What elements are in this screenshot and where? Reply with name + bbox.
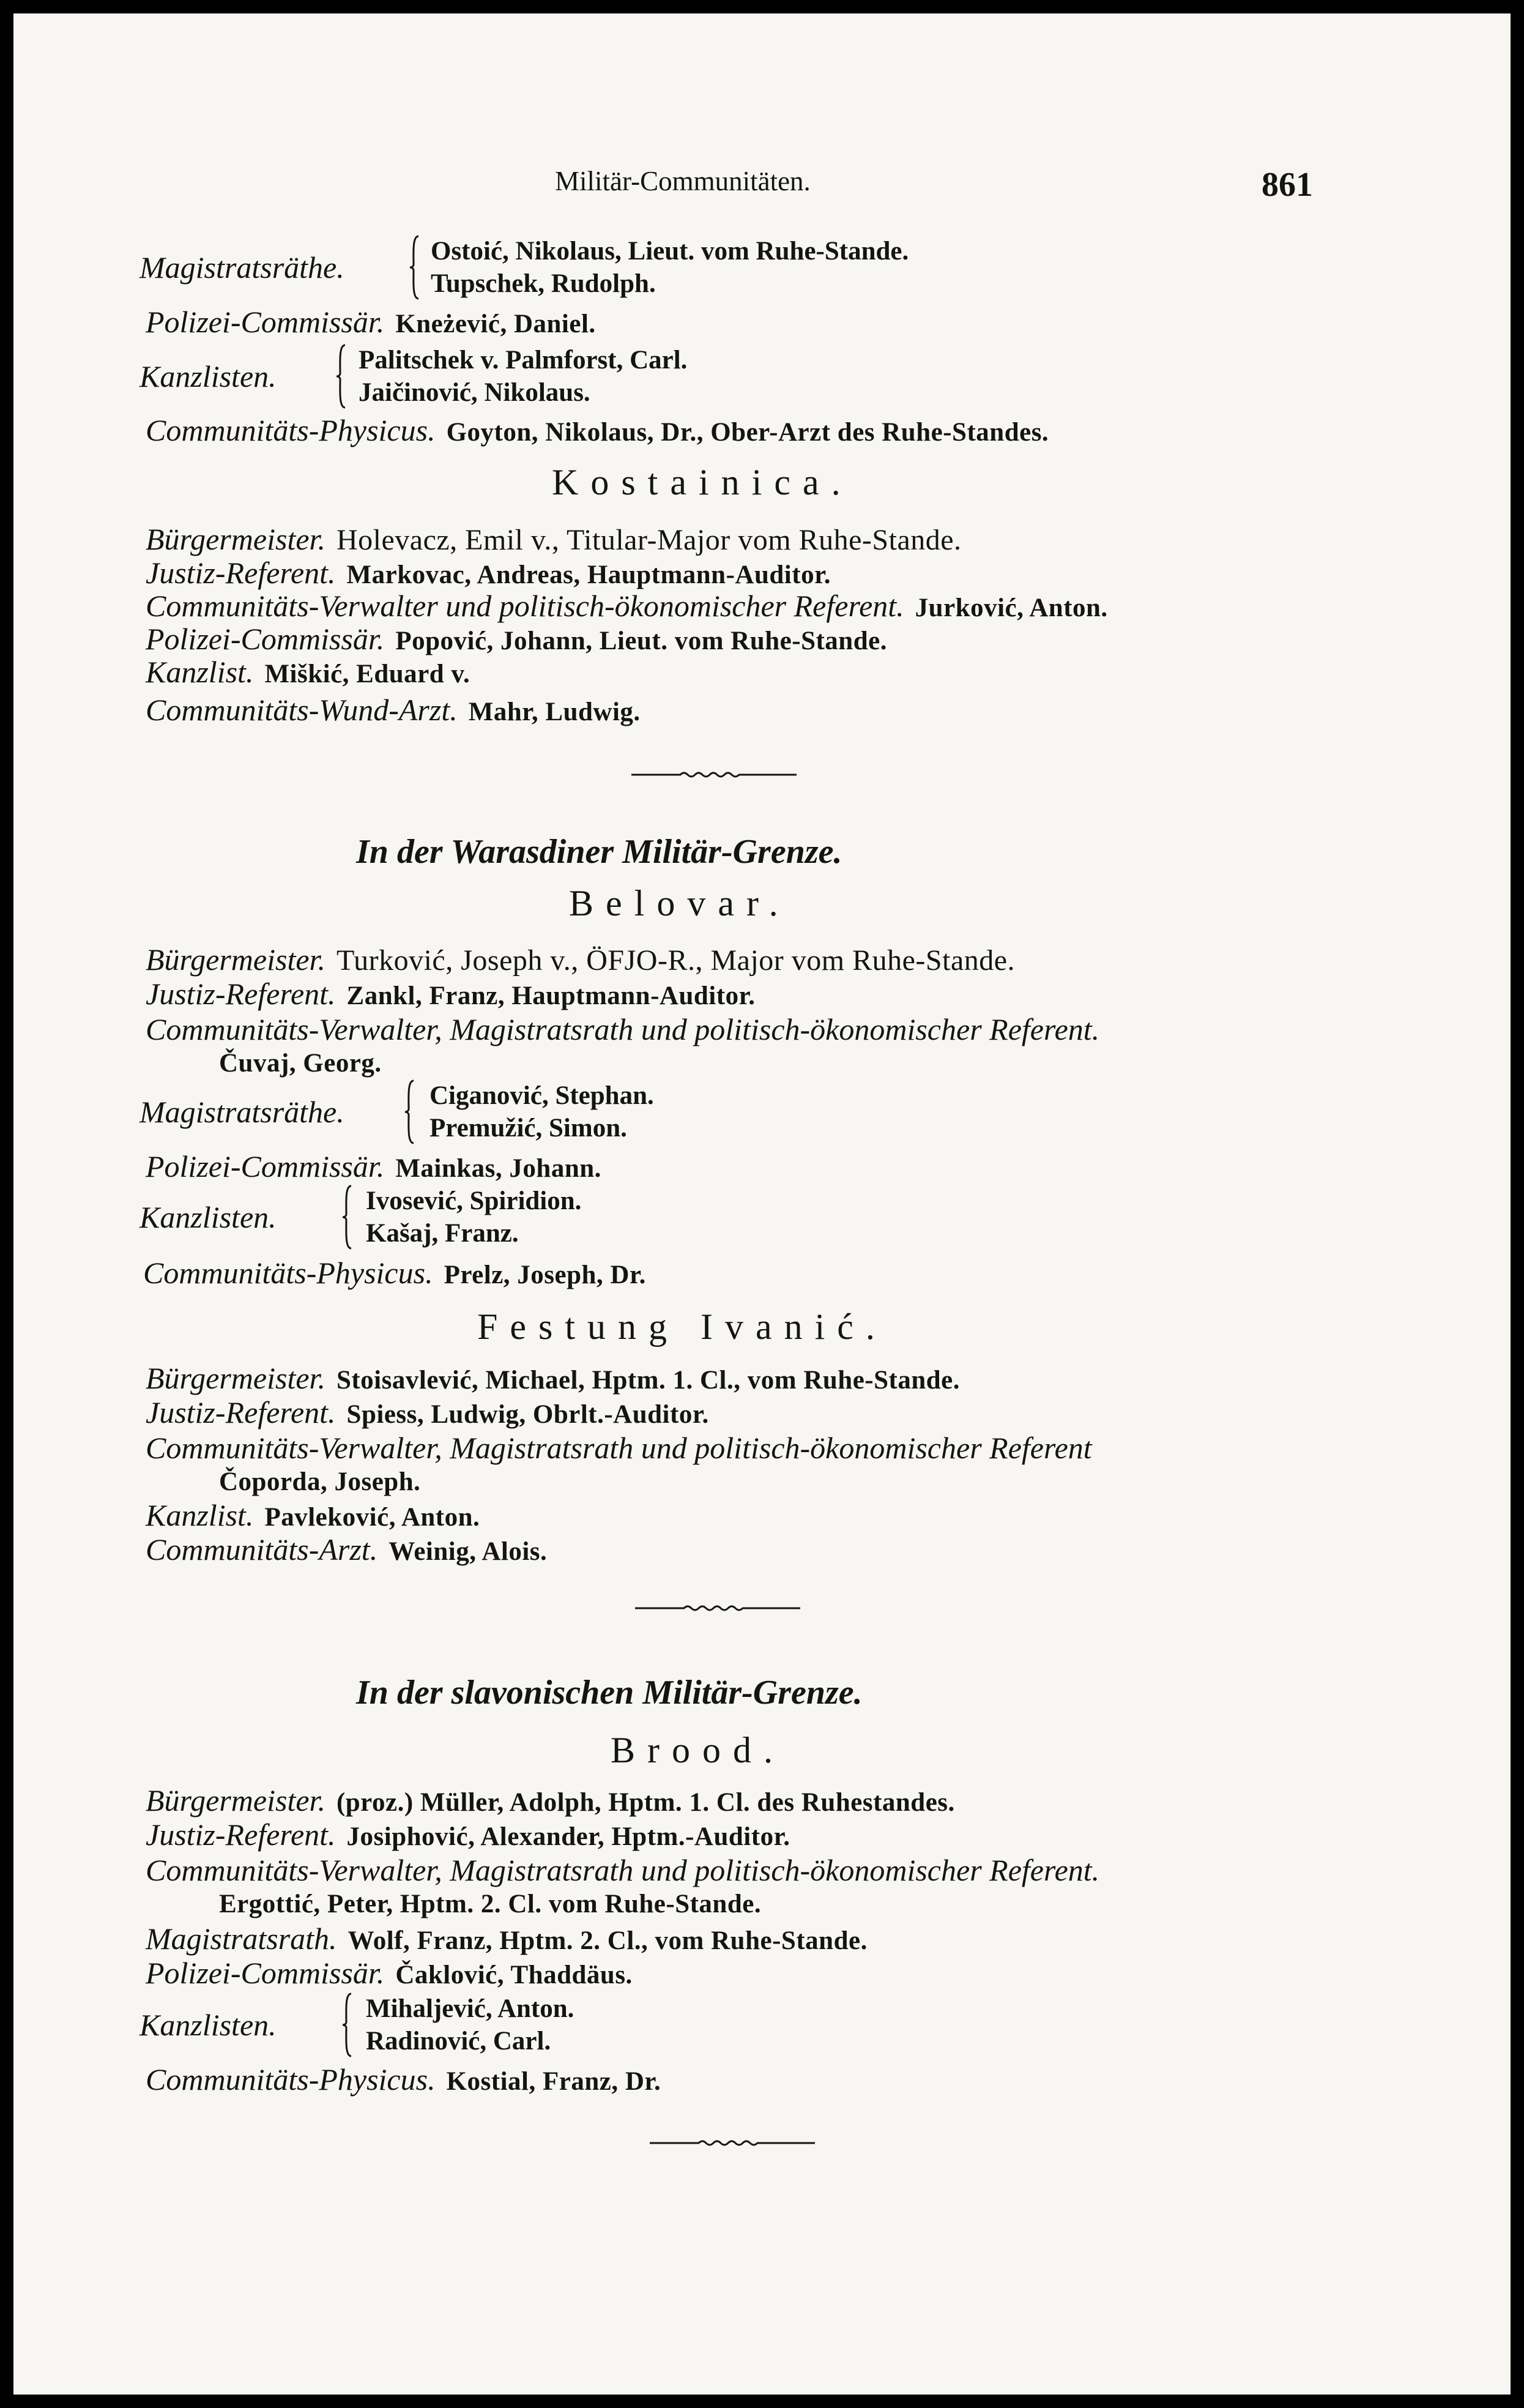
entry-name: Popović, Johann, Lieut. vom Ruhe-Stande.: [395, 627, 887, 655]
entry-line: [146, 1784, 955, 1819]
place-heading: Festung Ivanić.: [477, 1307, 887, 1347]
entry-line: [146, 1819, 790, 1853]
entry-line: [146, 656, 470, 690]
entry-title: Magistratsräthe.: [139, 1095, 344, 1129]
entry-title: Kanzlist.: [146, 1498, 254, 1532]
entry-line: [146, 1013, 1110, 1048]
entry-line: [146, 306, 596, 340]
entry-name: Stoisavlević, Michael, Hptm. 1. Cl., vom Ruhe-Stande.: [336, 1366, 961, 1395]
entry-name: Čaklović, Thaddäus.: [395, 1961, 633, 1989]
entry-title: Bürgermeister.: [146, 1783, 325, 1817]
entry-title: Justiz-Referent.: [146, 977, 336, 1011]
entry-name: Weinig, Alois.: [388, 1537, 548, 1566]
entry-name: Spiess, Ludwig, Obrlt.-Auditor.: [346, 1400, 709, 1429]
entry-name: Jaičinović, Nikolaus.: [359, 378, 590, 407]
entry-line: [219, 1888, 761, 1920]
entry-title: Justiz-Referent.: [146, 556, 336, 590]
entry-title: Communitäts-Wund-Arzt.: [146, 693, 458, 727]
entry-title: Bürgermeister.: [146, 1361, 325, 1395]
entry-title: Communitäts-Arzt.: [146, 1532, 378, 1567]
page-number: 861: [1262, 166, 1313, 204]
entry-title: Magistratsrath.: [146, 1922, 337, 1956]
entry-name: Premužić, Simon.: [429, 1114, 627, 1142]
entry-name: Pavleković, Anton.: [264, 1503, 480, 1532]
entry-name: Ivosević, Spiridion.: [366, 1187, 582, 1215]
entry-title: Kanzlisten.: [139, 2008, 277, 2042]
entry-name: Miškić, Eduard v.: [264, 660, 470, 688]
entry-title: Communitäts-Physicus.: [143, 1256, 433, 1290]
brace-icon: [341, 1185, 352, 1250]
entry-title: Communitäts-Verwalter, Magistratsrath und politisch-ökonomischer Referent: [146, 1431, 1092, 1465]
place-heading: Belovar.: [569, 883, 790, 923]
entry-title: Bürgermeister.: [146, 942, 325, 977]
entry-line: [146, 944, 1015, 978]
entry-name: Ergottić, Peter, Hptm. 2. Cl. vom Ruhe-Stande.: [219, 1890, 762, 1918]
entry-name: Ostoić, Nikolaus, Lieut. vom Ruhe-Stande.: [431, 237, 909, 266]
entry-line: [146, 1957, 633, 1991]
entry-title: Justiz-Referent.: [146, 1395, 336, 1430]
entry-line: [146, 2063, 661, 2098]
entry-line: [146, 694, 641, 728]
entry-name: Kašaj, Franz.: [366, 1219, 519, 1248]
place-heading: Kostainica.: [552, 462, 853, 502]
entry-title: Polizei-Commissär.: [146, 622, 385, 656]
entry-name: Kostial, Franz, Dr.: [446, 2067, 661, 2096]
entry-line: [219, 1466, 420, 1498]
entry-name: Mihaljević, Anton.: [366, 1994, 574, 2023]
entry-title: Magistratsräthe.: [139, 250, 344, 285]
entry-title: Communitäts-Verwalter, Magistratsrath und politisch-ökonomischer Referent.: [146, 1853, 1100, 1887]
entry-name: Jurković, Anton.: [915, 594, 1108, 622]
entry-line: [146, 1396, 709, 1431]
entry-title: Polizei-Commissär.: [146, 1956, 385, 1990]
entry-line: [146, 557, 831, 591]
entry-line: [146, 1534, 547, 1568]
entry-title: Justiz-Referent.: [146, 1817, 336, 1852]
entry-name: Goyton, Nikolaus, Dr., Ober-Arzt des Ruhe-Standes.: [446, 418, 1049, 447]
entry-name: (proz.) Müller, Adolph, Hptm. 1. Cl. des Ruhestandes.: [336, 1788, 955, 1817]
entry-title: Communitäts-Verwalter und politisch-ökonomischer Referent.: [146, 589, 904, 623]
entry-line: [146, 590, 1108, 624]
entry-name: Holevacz, Emil v., Titular-Major vom Ruhe-Stande.: [336, 524, 962, 556]
entry-name: Prelz, Joseph, Dr.: [444, 1261, 646, 1289]
entry-name: Radinović, Carl.: [366, 2027, 551, 2056]
brace-icon: [409, 235, 420, 300]
place-heading: Brood.: [611, 1730, 785, 1770]
entry-title: Polizei-Commissär.: [146, 1149, 385, 1183]
entry-line: [146, 414, 1049, 449]
entry-name: Markovac, Andreas, Hauptmann-Auditor.: [346, 561, 831, 589]
entry-title: Polizei-Commissär.: [146, 305, 385, 339]
entry-title: Kanzlist.: [146, 655, 254, 689]
entry-name: Kneżević, Daniel.: [395, 310, 596, 338]
entry-line: [146, 1150, 601, 1185]
entry-line: [146, 978, 755, 1012]
entry-title: Bürgermeister.: [146, 522, 325, 556]
entry-line: [146, 523, 962, 557]
entry-line: [146, 1854, 1110, 1888]
entry-name: Čoporda, Joseph.: [219, 1467, 421, 1496]
region-heading: In der Warasdiner Militär-Grenze.: [356, 833, 842, 871]
entry-title: Kanzlisten.: [139, 359, 277, 393]
entry-name: Zankl, Franz, Hauptmann-Auditor.: [346, 982, 756, 1010]
brace-icon: [335, 344, 346, 409]
entry-name: Josiphović, Alexander, Hptm.-Auditor.: [346, 1822, 790, 1851]
entry-name: Palitschek v. Palmforst, Carl.: [359, 346, 688, 375]
ornamental-divider: [650, 2137, 815, 2149]
entry-name: Wolf, Franz, Hptm. 2. Cl., vom Ruhe-Stande.: [348, 1926, 868, 1955]
entry-line: [143, 1257, 646, 1291]
brace-icon: [341, 1992, 352, 2057]
brace-icon: [404, 1079, 415, 1144]
entry-line: [146, 1432, 1103, 1466]
entry-name: Turković, Joseph v., ÖFJO-R., Major vom Ruhe-Stande.: [336, 944, 1016, 977]
entry-title: Communitäts-Physicus.: [146, 2062, 436, 2097]
entry-name: Čuvaj, Georg.: [219, 1049, 382, 1078]
region-heading: In der slavonischen Militär-Grenze.: [356, 1674, 863, 1712]
entry-line: [146, 623, 887, 657]
entry-title: Kanzlisten.: [139, 1200, 277, 1234]
entry-name: Ciganović, Stephan.: [429, 1081, 654, 1110]
book-page: [13, 13, 1511, 2395]
running-title: Militär-Communitäten.: [555, 166, 811, 196]
entry-name: Mahr, Ludwig.: [468, 698, 641, 726]
ornamental-divider: [631, 769, 797, 781]
entry-title: Communitäts-Verwalter, Magistratsrath und politisch-ökonomischer Referent.: [146, 1012, 1100, 1046]
entry-line: [219, 1048, 382, 1079]
entry-line: [146, 1923, 868, 1957]
entry-name: Mainkas, Johann.: [395, 1154, 601, 1183]
entry-line: [146, 1499, 480, 1534]
entry-name: Tupschek, Rudolph.: [431, 269, 656, 298]
ornamental-divider: [635, 1602, 800, 1614]
entry-title: Communitäts-Physicus.: [146, 413, 436, 447]
entry-line: [146, 1362, 960, 1396]
